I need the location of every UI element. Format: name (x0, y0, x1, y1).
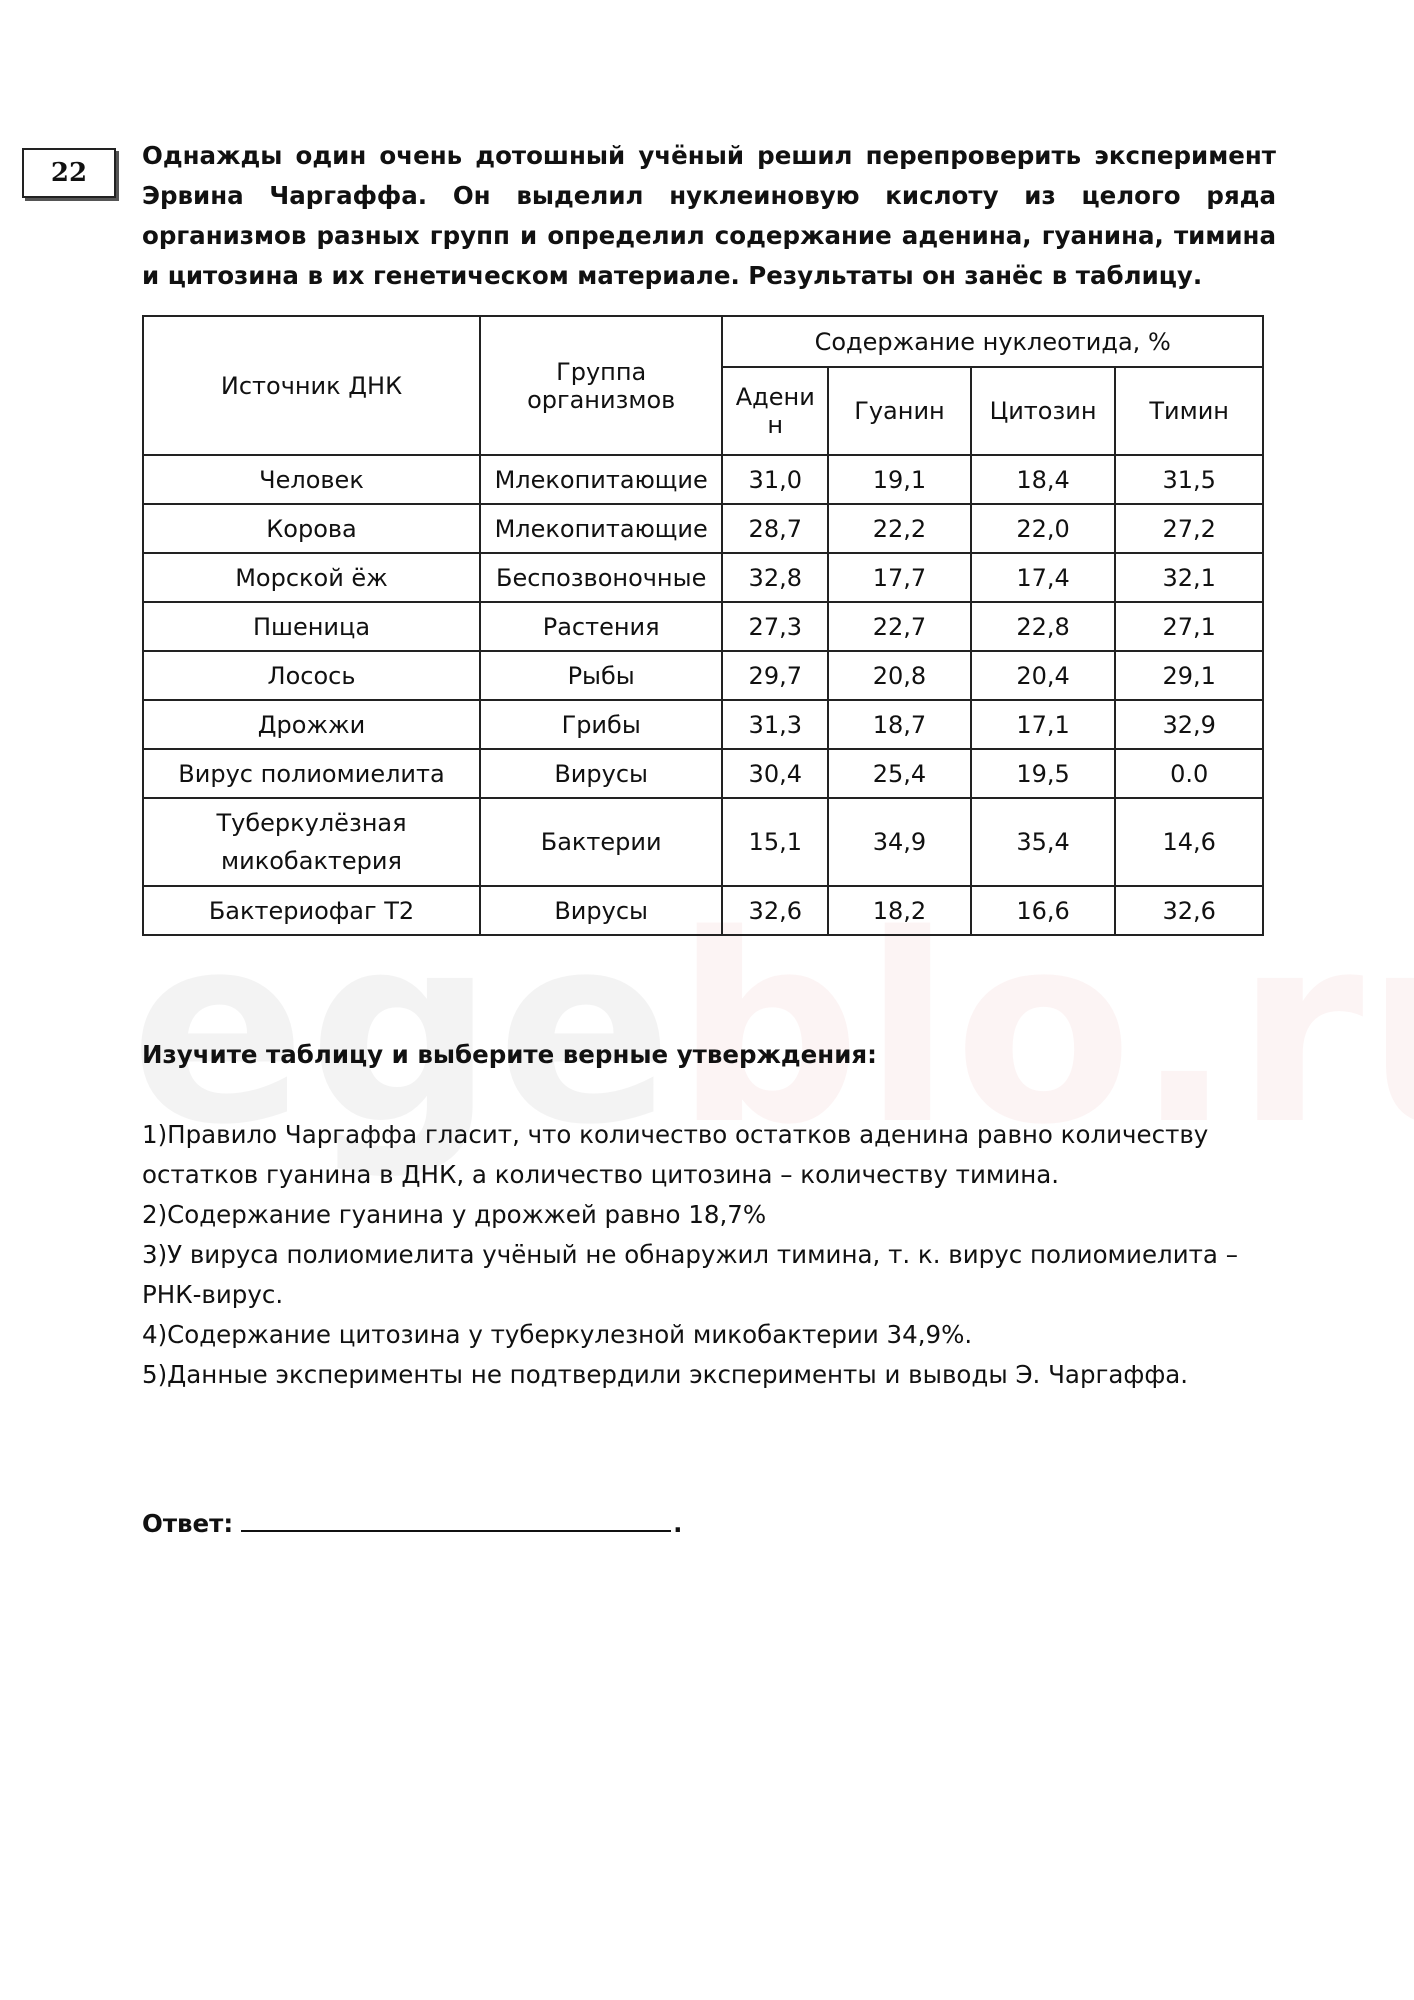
table-row (143, 700, 1263, 749)
question-heading: Изучите таблицу и выберите верные утверждения: (142, 1040, 877, 1069)
table-row (143, 798, 1263, 886)
cell-cytosine: 16,6 (971, 886, 1116, 935)
table-row (143, 455, 1263, 504)
cell-group: Растения (480, 602, 722, 651)
answer-end: . (673, 1509, 683, 1538)
statement-5: 5)Данные эксперименты не подтвердили эксперименты и выводы Э. Чаргаффа. (142, 1360, 1189, 1389)
cell-cytosine: 18,4 (971, 455, 1116, 504)
cell-group: Вирусы (480, 749, 722, 798)
statement-1: 1)Правило Чаргаффа гласит, что количество остатков аденина равно количеству остатков гуанина в ДНК, а количество цитозина – количеству тимина. (142, 1120, 1209, 1189)
cell-cytosine: 19,5 (971, 749, 1116, 798)
task-number: 22 (50, 158, 88, 188)
header-guanine: Гуанин (828, 367, 971, 455)
cell-group: Рыбы (480, 651, 722, 700)
answer-field[interactable] (241, 1506, 671, 1532)
cell-adenine: 32,8 (722, 553, 828, 602)
cell-source: Корова (143, 504, 480, 553)
cell-thymine: 0.0 (1115, 749, 1263, 798)
cell-source: Лосось (143, 651, 480, 700)
cell-group: Млекопитающие (480, 455, 722, 504)
cell-adenine: 27,3 (722, 602, 828, 651)
answer-row (142, 1506, 682, 1538)
statement-4: 4)Содержание цитозина у туберкулезной микобактерии 34,9%. (142, 1320, 973, 1349)
cell-guanine: 18,7 (828, 700, 971, 749)
header-group: Группа организмов (480, 316, 722, 455)
cell-guanine: 18,2 (828, 886, 971, 935)
cell-group: Грибы (480, 700, 722, 749)
cell-adenine: 31,3 (722, 700, 828, 749)
cell-cytosine: 22,0 (971, 504, 1116, 553)
task-intro: Однажды один очень дотошный учёный решил перепроверить эксперимент Эрвина Чаргаффа. Он выделил нуклеиновую кислоту из целого ряда организмов разных групп и определил содержание аденина, гуанина, тимина и цитозина в их генетическом материале. Результаты он занёс в таблицу. (142, 141, 1276, 290)
cell-guanine: 19,1 (828, 455, 971, 504)
cell-adenine: 30,4 (722, 749, 828, 798)
cell-adenine: 31,0 (722, 455, 828, 504)
cell-source: Морской ёж (143, 553, 480, 602)
cell-source: Туберкулёзная микобактерия (143, 798, 480, 886)
cell-cytosine: 17,4 (971, 553, 1116, 602)
cell-cytosine: 17,1 (971, 700, 1116, 749)
cell-thymine: 14,6 (1115, 798, 1263, 886)
cell-guanine: 20,8 (828, 651, 971, 700)
cell-guanine: 22,2 (828, 504, 971, 553)
cell-source: Бактериофаг Т2 (143, 886, 480, 935)
header-source: Источник ДНК (143, 316, 480, 455)
cell-thymine: 31,5 (1115, 455, 1263, 504)
cell-thymine: 32,6 (1115, 886, 1263, 935)
cell-source: Вирус полиомиелита (143, 749, 480, 798)
cell-source: Дрожжи (143, 700, 480, 749)
cell-adenine: 15,1 (722, 798, 828, 886)
cell-cytosine: 35,4 (971, 798, 1116, 886)
answer-label: Ответ: (142, 1509, 234, 1538)
cell-thymine: 32,9 (1115, 700, 1263, 749)
header-content: Содержание нуклеотида, % (722, 316, 1263, 367)
cell-thymine: 29,1 (1115, 651, 1263, 700)
cell-thymine: 32,1 (1115, 553, 1263, 602)
header-adenine: Адени н (722, 367, 828, 455)
table-row (143, 886, 1263, 935)
table-row (143, 553, 1263, 602)
cell-guanine: 25,4 (828, 749, 971, 798)
header-cytosine: Цитозин (971, 367, 1116, 455)
cell-source: Человек (143, 455, 480, 504)
cell-group: Бактерии (480, 798, 722, 886)
cell-guanine: 22,7 (828, 602, 971, 651)
table-row (143, 749, 1263, 798)
statement-2: 2)Содержание гуанина у дрожжей равно 18,7% (142, 1200, 767, 1229)
cell-thymine: 27,1 (1115, 602, 1263, 651)
cell-adenine: 28,7 (722, 504, 828, 553)
cell-group: Беспозвоночные (480, 553, 722, 602)
cell-group: Млекопитающие (480, 504, 722, 553)
cell-guanine: 17,7 (828, 553, 971, 602)
cell-cytosine: 20,4 (971, 651, 1116, 700)
statement-list (142, 1115, 1282, 1395)
header-thymine: Тимин (1115, 367, 1263, 455)
cell-adenine: 32,6 (722, 886, 828, 935)
cell-guanine: 34,9 (828, 798, 971, 886)
statement-3: 3)У вируса полиомиелита учёный не обнаружил тимина, т. к. вирус полиомиелита – РНК-вирус. (142, 1240, 1238, 1309)
table-row (143, 504, 1263, 553)
task-number-box (22, 148, 116, 198)
table-row (143, 602, 1263, 651)
table-row (143, 651, 1263, 700)
nucleotide-table (142, 315, 1264, 936)
cell-thymine: 27,2 (1115, 504, 1263, 553)
cell-cytosine: 22,8 (971, 602, 1116, 651)
cell-source: Пшеница (143, 602, 480, 651)
cell-group: Вирусы (480, 886, 722, 935)
cell-adenine: 29,7 (722, 651, 828, 700)
